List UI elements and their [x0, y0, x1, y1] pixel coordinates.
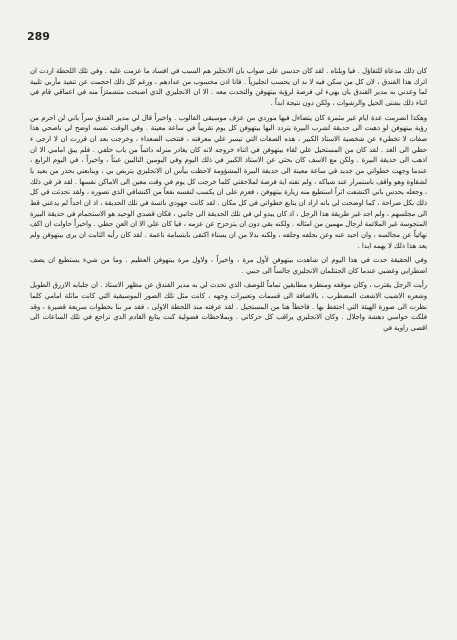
paragraph: وهكذا انصرمت عدة ايام غير مثمرة كان يتضاءل فيها موردي من عزف موسيقى الفالوب . واخيراً قال لي مدير الفندق سراً باني لن احرم من رؤية بيتهوفن لو ذهبت الى حديقة لشرب البيرة يتردد اليها بيتهوفن كل يوم تقريباً في ساعة معينة . وفي الوقت نفسه اوضح لي ناصحي هذا صفات لا تخطيء عن شخصية الاستاذ الكبير ، هذه الصفات التي تيسر علي معرفته ، فتتحب الصعداء ، وخرجت بعد ان قررت ان لا ارجى ء حظي الى الغد . لقد كان من المستحيل علي لقاء بيتهوفن في اثناء خروجه لانه كان يغادر منزله دائماً من باب خلفي . فلم يبق امامي الا ان اذهب الى حديقة البيرة . ولكن مع الاسف كان بحثي عن الاستاذ الكبير في ذلك اليوم وفي اليومين التاليين عبثاً ، واخيراً ، في اليوم الرابع ، عندما وجهت خطواتي من جديد في ساعة معينة الى حديقة البيرة المشؤومة لاحظت بيأس ان الانجليزي يتربص بي ، وينابعني بحذر من بعيد يا لشقاوة وهو واقف باستمرار عند شباكه ، ولم تفته اية فرصة لملاحقتي كلما خرجت كل يوم في وقت معين الى الاماكن نفسها . لقد فر في ذلك ، وجعله يحدس باني اكتشفت اثراً استطيع منه زيارة بيتهوفن ، فعزم على ان يكسب لنفسه نفعاً من اكتشافي الذي تصوره ، ولقد تحدثت في كل ذلك بكل صراحة ، كما اوضحت لي بانه اراد ان يتابع خطواتي في كل مكان . لقد كانت جهودي بائسة في تلك الحديقة ، اذ ان احداً لم يدعني قط الى مجلسهم ، ولم اجد غير طريقة هذا الرجل ، اذ كان يبدو لي في تلك الحديقة الى جانبي ، فكان قصدي الوحيد هو الاستجمام في حديقة البيرة المتجوسة غير الملائمة لرجال مهمين من امثاله . ولكنه بقي دون ان يتزحزح عن عزمه ، فيا كان علي الا ان العن حظي . واخيراً حاولت ان اكف نهائياً عن مجالسه ، وان احيد عنه وعن بجلفه وجلفه ، ولكنه بدلا من ان يستاء اكتفى بابتسامة ناعمة . لقد كان رأيه الثابت ان يرى بيتهوفن ولم يعد هذا ذلك لا يهمه ابدا . — [30, 113, 427, 250]
paragraph: كان ذلك مدعاة للتفاؤل . فيا ويلتاه . لقد كان حدسي على صواب بان الانجليز هم السبب في افساد ما عزمت عليه . وفي تلك اللحظة اردت ان اترك هذا الفندق ، لان كل من سكن فيه لا بد ان يحسب انجليزياً . فانا اذن محسوب من عدادهم ، ورغم كل ذلك احجمت عن تنفيذ مأربي تلبية لما وعدني به مدير الفندق بان يهيء لي فرصة لرؤية بيتهوفن والتحدث معه . الا ان الانجليزي الذي اصبحت متشمئزاً منه في اعماقي قام في اثناء ذلك بشتى الحيل والرشوات ، ولكن دون نتيجة ابداً . — [30, 67, 427, 107]
paragraph: وفي الحقيقة حدث في هذا اليوم ان شاهدت بيتهوفن لأول مرة ، واخيراً ، ولاول مرة يبتهوفن العظيم . وما من شيء يستطيع ان يصف اضطرابي وغضبي عندما كان الجنتلمان الانجليزي جالساً الى جنبي . — [30, 256, 427, 275]
page-number: 289 — [27, 30, 50, 43]
body-text — [30, 66, 427, 626]
paragraph: رأيت الرجل يقترب ، وكان موقفه ومنظره مطابقين تماماً للوصف الذي تحدث لي به مدير الفندق عن مظهر الاستاذ . ان جلبابه الازرق الطويل وشعره الاشيب الاشعث المضطرب ، بالاضافة الى قسمات وتعبيرات وجهه ، كانت مثل تلك الصور الموسيقية التي كانت ماثلة امامي كلما نظرت الى صورة الهيئة التي احتفظ بها . فاخطأ هنا من المستحيل . لقد عرفته منذ اللحظة الاولى ، فقد مر بنا بخطوات سريعة قصيرة ، وقد فلكت حواسي دهشة واجلال . وكان الانجليزي يراقب كل حركاتي . وبملاحظات فضولية كنت يتابع القادم الذي تراجع في تلك الساعات الى اقصى زاوية في — [30, 281, 427, 333]
